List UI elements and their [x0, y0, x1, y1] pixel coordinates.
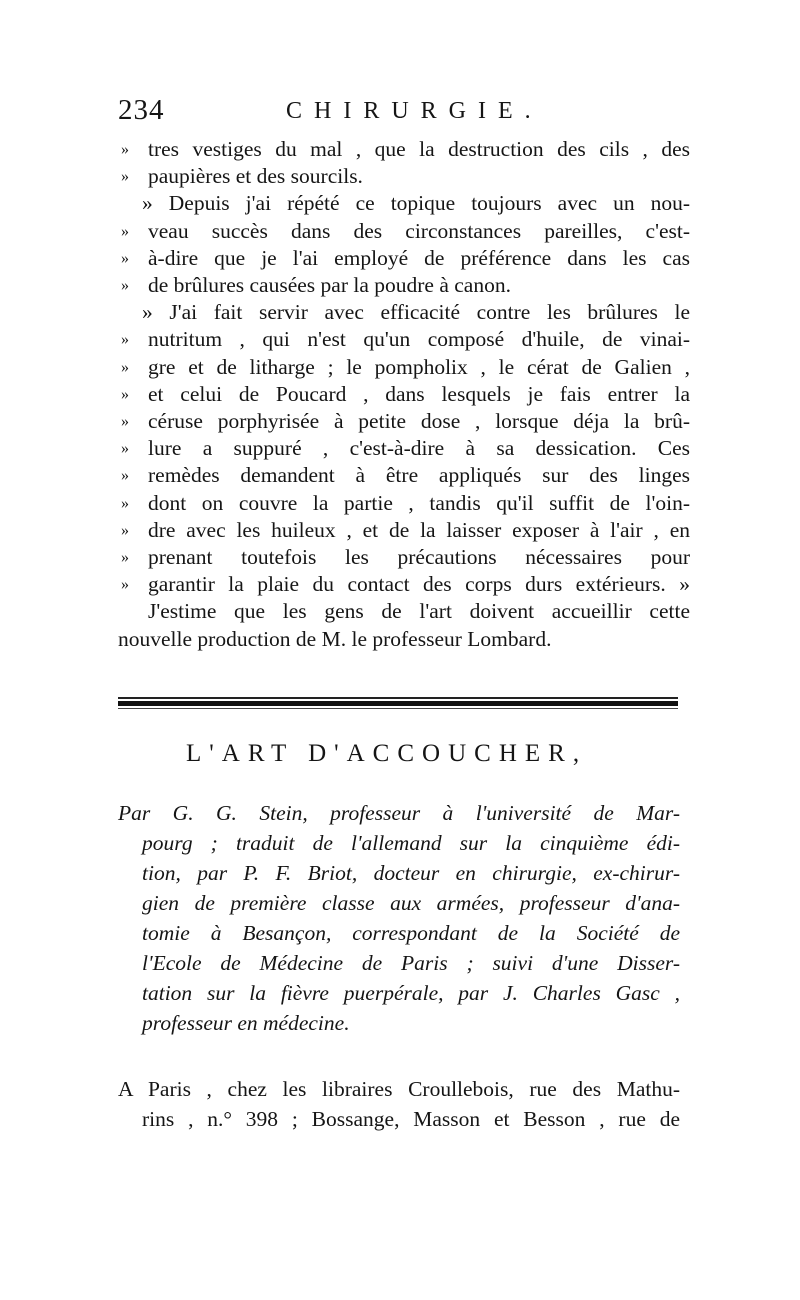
page-header: [118, 94, 698, 130]
body-line-text: tres vestiges du mal , que la destruction des cils , des: [148, 137, 690, 161]
body-line: [0, 324, 800, 354]
quote-mark: »: [121, 549, 129, 566]
quote-mark: »: [121, 222, 129, 240]
body-line-text: prenant toutefois les précautions nécessaires pour: [148, 545, 690, 569]
quote-mark: »: [121, 168, 129, 186]
citation-line: tomie à Besançon, correspondant de la Société de: [142, 921, 680, 945]
body-line-text: céruse porphyrisée à petite dose , lorsque déja la brû-: [148, 409, 690, 433]
imprint-line: rins , n.° 398 ; Bossange, Masson et Besson , rue de: [142, 1107, 680, 1131]
citation-line: professeur en médecine.: [142, 1011, 350, 1035]
quote-mark: »: [121, 331, 129, 349]
quote-mark: »: [121, 521, 129, 539]
body-line: [0, 352, 800, 382]
body-line: [0, 406, 800, 436]
quote-mark: »: [121, 413, 129, 430]
body-line-text: de brûlures causées par la poudre à canon.: [148, 273, 511, 297]
body-line: [0, 569, 800, 599]
citation-line: l'Ecole de Médecine de Paris ; suivi d'une Disser-: [142, 951, 680, 975]
body-line-text: à-dire que je l'ai employé de préférence dans les cas: [148, 245, 690, 270]
quote-mark: »: [121, 467, 129, 485]
body-line: [0, 515, 800, 545]
body-line-text: dre avec les huileux , et de la laisser exposer à l'air , en: [148, 517, 690, 542]
body-line-text: » J'ai fait servir avec efficacité contre les brûlures le: [142, 300, 690, 325]
quote-mark: »: [121, 141, 129, 158]
quote-mark: »: [121, 494, 129, 512]
citation-line: tion, par P. F. Briot, docteur en chirurgie, ex-chirur-: [142, 861, 680, 885]
body-line: [0, 297, 800, 327]
body-line-text: remèdes demandent à être appliqués sur des linges: [148, 463, 690, 488]
body-line-text: nutritum , qui n'est qu'un composé d'huile, de vinai-: [148, 327, 690, 352]
body-line: [0, 460, 800, 490]
body-line-text: dont on couvre la partie , tandis qu'il suffit de l'oin-: [148, 490, 690, 515]
section-title: L'ART D'ACCOUCHER,: [186, 740, 588, 767]
body-line: [0, 243, 800, 273]
quote-mark: »: [121, 385, 129, 403]
quote-mark: »: [121, 358, 129, 376]
citation-line: tation sur la fièvre puerpérale, par J. Charles Gasc ,: [142, 981, 680, 1005]
section-divider: [118, 697, 678, 709]
quote-mark: »: [121, 440, 129, 458]
page-number: 234: [118, 94, 165, 126]
body-line-text: gre et de litharge ; le pompholix , le cérat de Galien ,: [148, 354, 690, 379]
body-line: [0, 596, 800, 626]
citation-line: gien de première classe aux armées, professeur d'ana-: [142, 891, 680, 915]
body-line-text: et celui de Poucard , dans lesquels je fais entrer la: [148, 381, 690, 406]
body-line: [0, 433, 800, 463]
body-line-text: nouvelle production de M. le professeur Lombard.: [118, 626, 552, 651]
body-line-text: lure a suppuré , c'est-à-dire à sa dessication. Ces: [148, 436, 690, 461]
body-line-text: » Depuis j'ai répété ce topique toujours avec un nou-: [142, 191, 690, 216]
body-line: [0, 188, 800, 218]
citation-line: pourg ; traduit de l'allemand sur la cinquième édi-: [142, 831, 680, 855]
quote-mark: »: [121, 576, 129, 594]
body-line: [0, 542, 800, 572]
citation-line: Par G. G. Stein, professeur à l'université de Mar-: [118, 801, 680, 825]
body-line-text: J'estime que les gens de l'art doivent accueillir cette: [148, 599, 690, 624]
body-line: [0, 270, 800, 300]
quote-mark: »: [121, 277, 129, 294]
running-head: CHIRURGIE.: [286, 98, 543, 124]
body-line-text: paupières et des sourcils.: [148, 164, 363, 189]
body-line: [0, 488, 800, 518]
imprint-line: A Paris , chez les libraires Croullebois, rue des Mathu-: [118, 1077, 680, 1101]
body-line: [0, 161, 800, 191]
body-line: [0, 624, 800, 654]
body-line: [0, 134, 800, 164]
body-line-text: garantir la plaie du contact des corps durs extérieurs. »: [148, 572, 690, 597]
body-line-text: veau succès dans des circonstances pareilles, c'est-: [148, 218, 690, 243]
body-line: [0, 216, 800, 246]
quote-mark: »: [121, 249, 129, 267]
body-line: [0, 379, 800, 409]
